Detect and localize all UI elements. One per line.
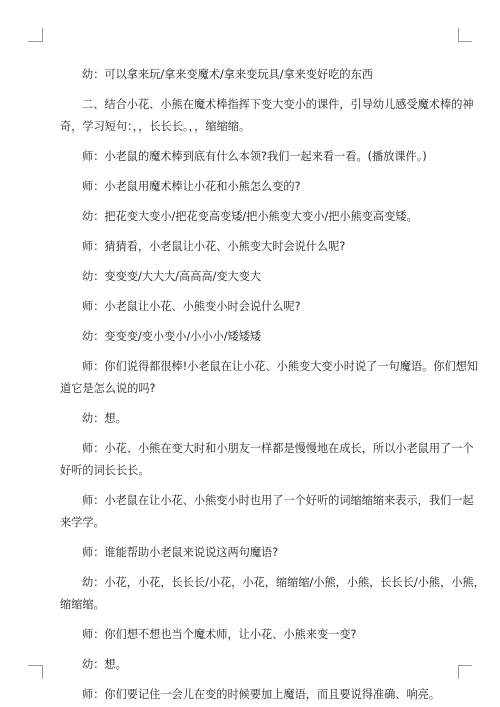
paragraph-line: 好听的词长长长。	[60, 464, 150, 477]
paragraph-line: 师：你们说得都很棒!小老鼠在让小花、小熊变大变小时说了一句魔语。你们想知	[82, 360, 479, 373]
paragraph	[60, 146, 442, 168]
paragraph-line: 幼：可以拿来玩/拿来变魔术/拿来变玩具/拿来变好吃的东西	[82, 68, 373, 81]
paragraph-line: 幼：把花变大变小/把花变高变矮/把小熊变大变小/把小熊变高变矮。	[82, 210, 418, 223]
paragraph-line: 幼：想。	[82, 658, 127, 671]
paragraph-line: 幼：变变变/大大大/高高高/变大变大	[82, 270, 262, 283]
paragraph-line: 奇，学习短句：，，长长长。，，缩缩缩。	[60, 120, 251, 133]
paragraph-line: 师：你们想不想也当个魔术师，让小花、小熊来变一变?	[82, 628, 357, 641]
paragraph-line: 师：谁能帮助小老鼠来说说这两句魔语?	[82, 546, 279, 559]
paragraph	[60, 624, 442, 646]
paragraph	[60, 296, 442, 318]
paragraph	[60, 206, 442, 228]
paragraph	[60, 176, 442, 198]
paragraph	[60, 490, 474, 534]
paragraph	[60, 654, 442, 676]
paragraph-line: 师：猜猜看，小老鼠让小花、小熊变大时会说什么呢?	[82, 240, 346, 253]
paragraph-line: 二、结合小花、小熊在魔术棒指挥下变大变小的课件，引导幼儿感受魔术棒的神	[82, 98, 474, 111]
paragraph	[60, 438, 474, 482]
paragraph	[60, 266, 442, 288]
paragraph	[60, 684, 442, 706]
document-body	[60, 64, 485, 706]
paragraph	[60, 572, 485, 616]
paragraph-line: 师：小老鼠的魔术棒到底有什么本领?我们一起来看一看。(播放课件。)	[82, 150, 427, 163]
paragraph-line: 道它是怎么说的吗?	[60, 382, 156, 395]
paragraph	[60, 94, 474, 138]
paragraph-line: 缩缩缩。	[60, 598, 105, 611]
paragraph-line: 师：小老鼠用魔术棒让小花和小熊怎么变的?	[82, 180, 301, 193]
paragraph	[60, 542, 442, 564]
paragraph-line: 幼：想。	[82, 412, 127, 425]
paragraph	[60, 64, 442, 86]
paragraph-line: 师：小老鼠让小花、小熊变小时会说什么呢?	[82, 300, 301, 313]
paragraph	[60, 408, 442, 430]
paragraph-line: 幼：小花，小花，长长长/小花，小花，缩缩缩/小熊，小熊，长长长/小熊，小熊，	[82, 576, 485, 589]
paragraph-line: 师：小老鼠在让小花、小熊变小时也用了一个好听的词缩缩缩来表示，我们一起	[82, 494, 474, 507]
paragraph	[60, 326, 442, 348]
paragraph-line: 来学学。	[60, 516, 105, 529]
paragraph-line: 师：小花、小熊在变大时和小朋友一样都是慢慢地在成长，所以小老鼠用了一个	[82, 442, 474, 455]
paragraph-line: 师：你们要记住一会儿在变的时候要加上魔语，而且要说得准确、响亮。	[82, 688, 441, 701]
paragraph	[60, 356, 479, 400]
paragraph-line: 幼：变变变/变小变小/小小小/矮矮矮	[82, 330, 262, 343]
paragraph	[60, 236, 442, 258]
